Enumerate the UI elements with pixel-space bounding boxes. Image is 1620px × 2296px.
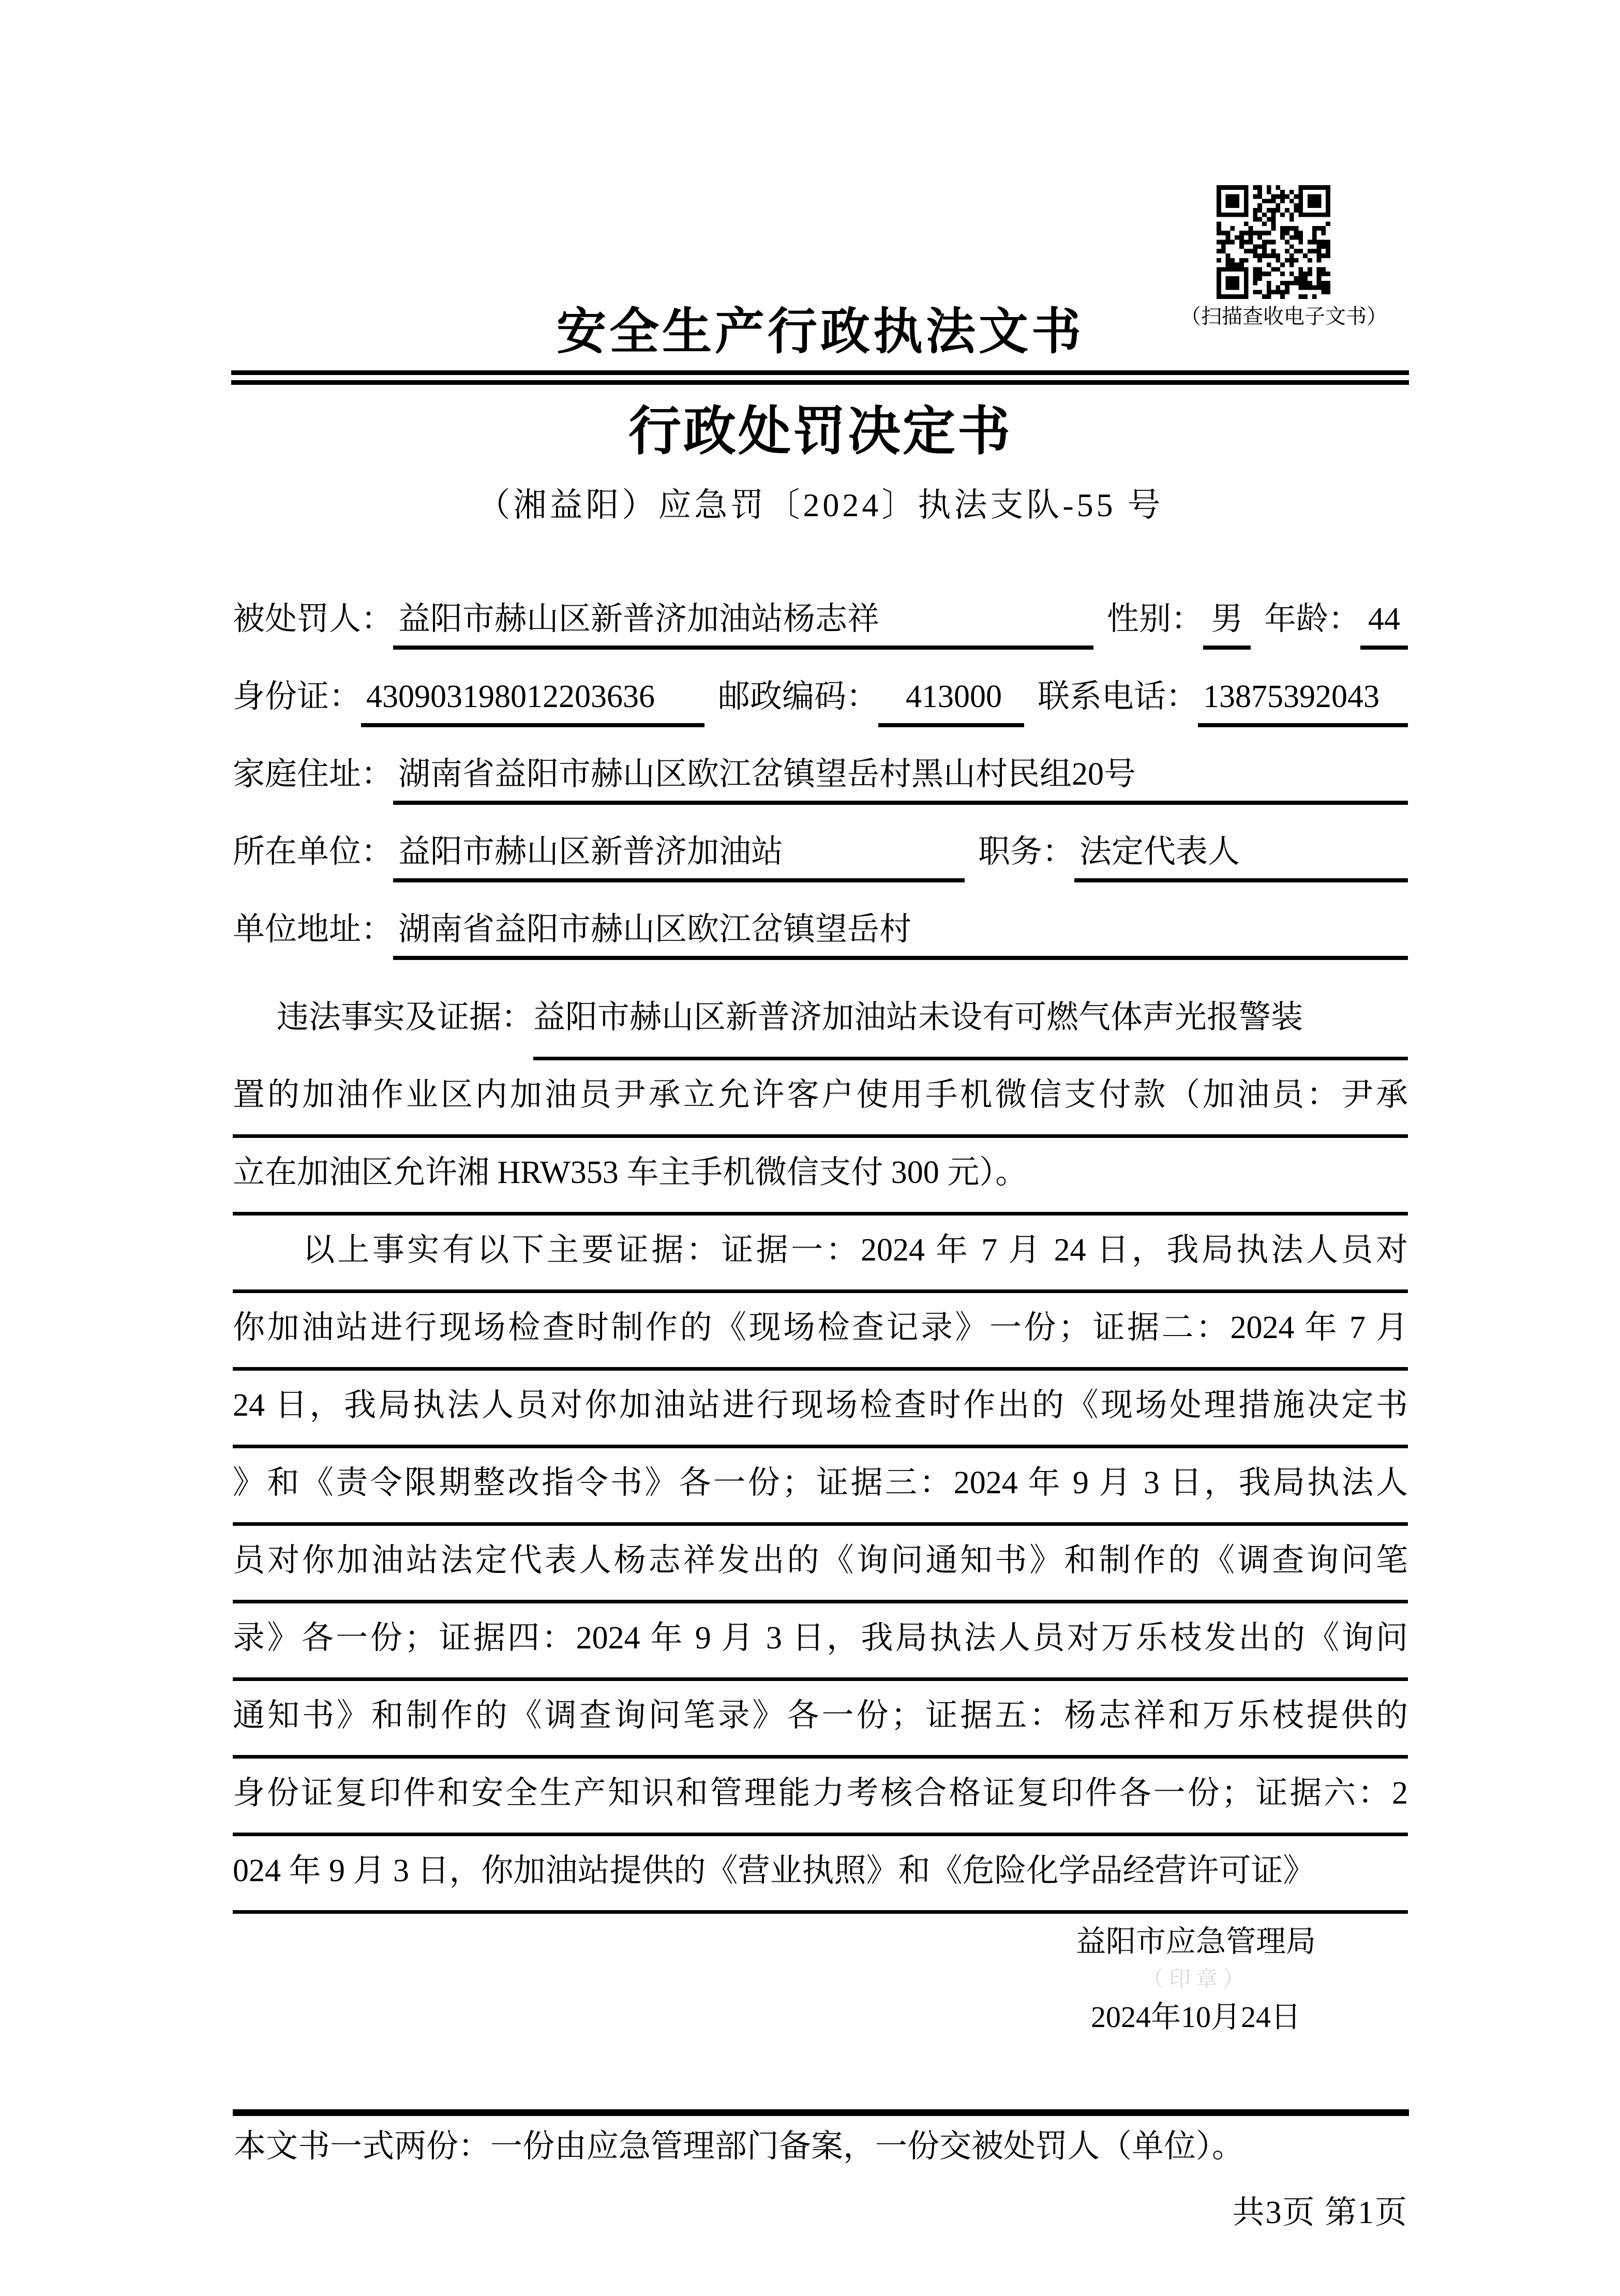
value-gender: 男 [1203, 593, 1251, 650]
document-title: 行政处罚决定书 [628, 403, 1012, 461]
body-line [233, 1759, 1408, 1836]
issue-date: 2024年10月24日 [1090, 2000, 1301, 2034]
value-phone: 13875392043 [1198, 670, 1408, 727]
qr-caption: （扫描查收电子文书） [1180, 305, 1387, 328]
seal-placeholder: （印章） [1142, 1968, 1250, 1991]
body-line [233, 1681, 1408, 1759]
page-indicator: 共3页 第1页 [1232, 2195, 1408, 2230]
body-line [233, 1138, 1408, 1215]
label-age: 年龄： [1264, 602, 1360, 637]
body-line-text: 》和《责令限期整改指令书》各一份；证据三：2024 年 9 月 3 日，我局执法人 [233, 1457, 1408, 1526]
body-line [233, 1836, 1408, 1914]
value-position: 法定代表人 [1074, 826, 1408, 882]
party-info-fields [233, 584, 1408, 972]
body-line-text: 以上事实有以下主要证据：证据一：2024 年 7 月 24 日，我局执法人员对 [233, 1224, 1408, 1293]
value-home-address: 湖南省益阳市赫山区欧江岔镇望岳村黑山村民组20号 [393, 748, 1408, 805]
qr-code [1217, 185, 1330, 299]
body-line-label: 违法事实及证据： [277, 1000, 534, 1035]
field-row-person [233, 584, 1408, 662]
body-line-text: 置的加油作业区内加油员尹承立允许客户使用手机微信支付款（加油员：尹承 [233, 1069, 1408, 1138]
body-line-text: 立在加油区允许湘 HRW353 车主手机微信支付 300 元）。 [233, 1146, 1408, 1215]
signature-block [1076, 1920, 1316, 2039]
body-line-text: 益阳市赫山区新普济加油站未设有可燃气体声光报警装 [533, 991, 1408, 1060]
body-line-text: 24 日，我局执法人员对你加油站进行现场检查时作出的《现场处理措施决定书 [233, 1379, 1408, 1448]
body-line [233, 1526, 1408, 1603]
label-gender: 性别： [1106, 602, 1203, 637]
value-person: 益阳市赫山区新普济加油站杨志祥 [393, 593, 1093, 650]
issuing-agency: 益阳市应急管理局 [1075, 1925, 1316, 1958]
field-row-home-address [233, 740, 1408, 817]
label-phone: 联系电话： [1038, 679, 1198, 714]
document-series-title: 安全生产行政执法文书 [557, 304, 1084, 359]
body-line [233, 1293, 1408, 1371]
facts-and-evidence-paragraphs [233, 983, 1408, 1914]
qr-code-image [1217, 185, 1330, 299]
body-line-text: 员对你加油站法定代表人杨志祥发出的《询问通知书》和制作的《调查询问笔 [233, 1534, 1408, 1603]
field-row-employer [233, 817, 1408, 895]
label-postcode: 邮政编码： [718, 679, 879, 714]
header-double-rule [231, 370, 1409, 385]
value-postcode: 413000 [878, 670, 1024, 727]
footer-note: 本文书一式两份：一份由应急管理部门备案，一份交被处罚人（单位）。 [234, 2129, 1244, 2164]
label-position: 职务： [978, 834, 1075, 869]
field-row-id [233, 662, 1408, 740]
body-line [233, 1060, 1408, 1138]
body-line [233, 1215, 1408, 1293]
document-number: （湘益阳）应急罚〔2024〕执法支队-55 号 [477, 487, 1164, 523]
body-line [233, 983, 1408, 1060]
value-unit-address: 湖南省益阳市赫山区欧江岔镇望岳村 [393, 903, 1408, 960]
label-home-address: 家庭住址： [233, 757, 394, 792]
body-line-text: 你加油站进行现场检查时制作的《现场检查记录》一份；证据二：2024 年 7 月 [233, 1301, 1408, 1371]
label-person: 被处罚人： [233, 602, 394, 637]
value-employer: 益阳市赫山区新普济加油站 [393, 826, 965, 882]
body-line [233, 1371, 1408, 1448]
body-line [233, 1448, 1408, 1526]
value-id-number: 430903198012203636 [361, 670, 704, 727]
body-line [233, 1603, 1408, 1681]
field-row-unit-address [233, 895, 1408, 972]
body-line-text: 身份证复印件和安全生产知识和管理能力考核合格证复印件各一份；证据六：2 [233, 1767, 1408, 1836]
body-line-text: 录》各一份；证据四：2024 年 9 月 3 日，我局执法人员对万乐枝发出的《询问 [233, 1612, 1408, 1681]
value-age: 44 [1360, 593, 1408, 650]
label-unit-address: 单位地址： [233, 912, 394, 947]
label-id-number: 身份证： [233, 679, 362, 714]
label-employer: 所在单位： [233, 834, 394, 869]
body-line-text: 通知书》和制作的《调查询问笔录》各一份；证据五：杨志祥和万乐枝提供的 [233, 1689, 1408, 1759]
body-line-text: 024 年 9 月 3 日，你加油站提供的《营业执照》和《危险化学品经营许可证》 [233, 1844, 1408, 1914]
footer-rule [233, 2109, 1409, 2116]
